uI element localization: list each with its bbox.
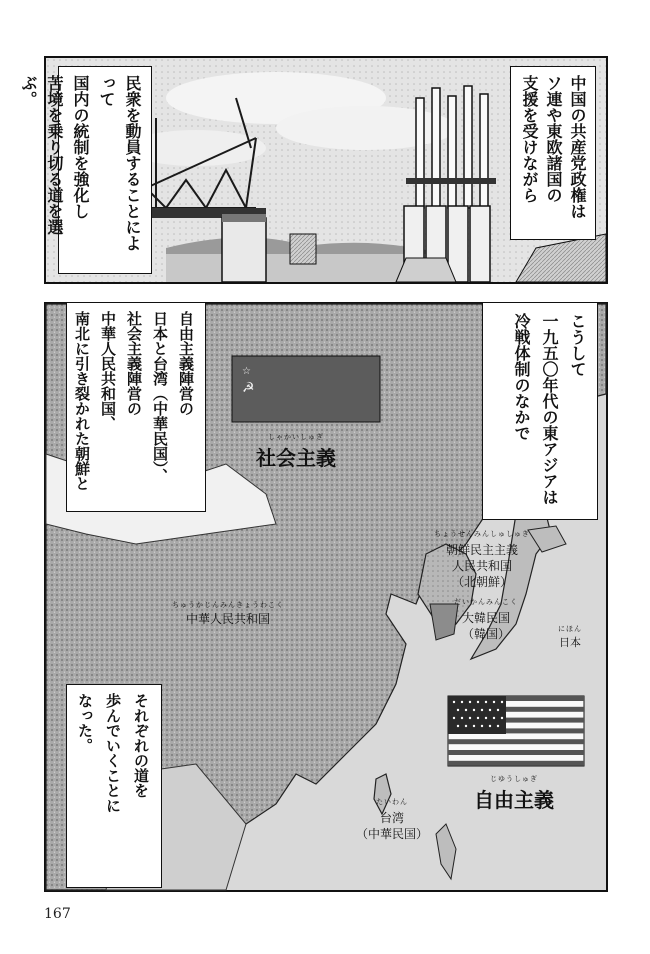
caption-box-bottom: [66, 684, 162, 888]
caption-line: それぞれの道を: [132, 693, 150, 798]
caption-line: ソ連や東欧諸国の: [544, 75, 563, 203]
socialism-ruby: しゃかいしゅぎ: [268, 433, 324, 441]
us-flag-icon: [448, 696, 584, 766]
svg-text:☆: ☆: [242, 366, 251, 377]
socialism-label: [256, 432, 336, 471]
japan-ruby: にほん: [558, 625, 582, 633]
prc-ruby: ちゅうかじんみんきょうわこく: [172, 601, 284, 609]
south-korea-line: （韓国）: [461, 627, 510, 641]
caption-line: 中国の共産党政権は: [568, 75, 587, 219]
taiwan-label: [356, 794, 428, 842]
caption-box-right: [510, 66, 596, 240]
north-korea-line: 朝鮮民主主義: [445, 543, 518, 557]
liberalism-label: [474, 774, 554, 813]
caption-box-right: [482, 302, 598, 520]
liberalism-text: 自由主義: [474, 788, 554, 812]
caption-line: 日本と台湾（中華民国）、: [151, 311, 169, 484]
caption-line: こうして: [568, 313, 587, 377]
taiwan-ruby: たいわん: [376, 798, 408, 806]
top-panel: [19, 56, 608, 284]
caption-box-left: [66, 302, 206, 512]
caption-line: 冷戦体制のなかで: [512, 313, 531, 441]
caption-box-left: [19, 66, 152, 274]
caption-line: 歩んでいくことに: [104, 693, 122, 813]
taiwan-line: （中華民国）: [356, 827, 429, 841]
map-panel: [44, 302, 608, 892]
caption-line: なった。: [76, 693, 94, 753]
socialism-text: 社会主義: [256, 446, 336, 470]
liberalism-ruby: じゆうしゅぎ: [490, 775, 538, 783]
caption-line: 苦境を乗り切る道を選ぶ。: [19, 75, 64, 235]
south-korea-label: [454, 594, 518, 642]
japan-label: [558, 624, 582, 650]
north-korea-line: （北朝鮮）: [451, 575, 512, 589]
caption-line: 国内の統制を強化し: [71, 75, 90, 219]
caption-line: 支援を受けながら: [520, 75, 539, 203]
caption-line: 自由主義陣営の: [177, 311, 195, 416]
caption-line: 中華人民共和国、: [99, 311, 117, 431]
prc-label: [172, 600, 284, 627]
japan-text: 日本: [559, 636, 581, 649]
north-korea-ruby: ちょうせんみんしゅしゅぎ: [434, 530, 530, 538]
north-korea-line: 人民共和国: [451, 559, 512, 573]
svg-text:☭: ☭: [242, 380, 255, 396]
caption-line: 南北に引き裂かれた朝鮮と: [73, 311, 91, 491]
page-number: 167: [44, 906, 71, 922]
taiwan-line: 台湾: [380, 811, 405, 825]
caption-line: 民衆を動員することによって: [97, 75, 142, 251]
caption-line: 社会主義陣営の: [125, 311, 143, 416]
soviet-flag-icon: [232, 356, 380, 422]
south-korea-ruby: だいかんみんこく: [454, 598, 518, 606]
prc-text: 中華人民共和国: [185, 612, 270, 626]
north-korea-label: [434, 526, 530, 590]
south-korea-line: 大韓民国: [461, 611, 510, 625]
caption-line: 一九五〇年代の東アジアは: [540, 313, 559, 505]
